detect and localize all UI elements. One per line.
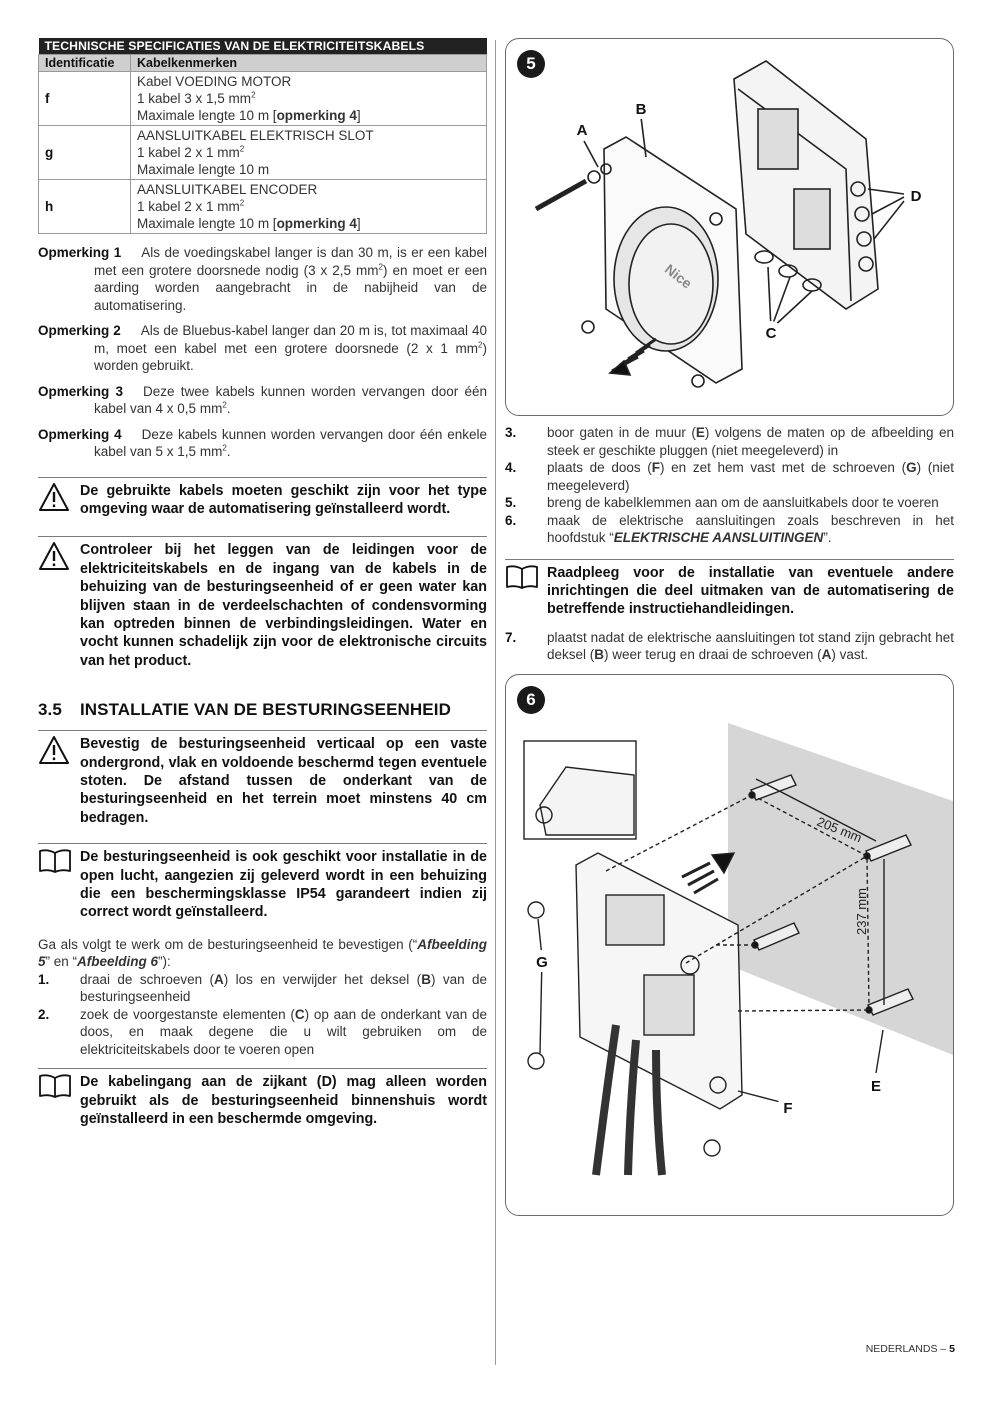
info-block — [505, 559, 954, 619]
book-icon — [38, 1073, 80, 1128]
note-3: Opmerking 3 Deze twee kabels kunnen worden vervangen door één kabel van 4 x 0,5 $mm^2$. — [38, 383, 487, 416]
warning-block — [38, 536, 487, 670]
row-specs — [131, 72, 487, 126]
steps-list — [505, 424, 954, 547]
spec-line: Maximale lengte 10 m — [137, 162, 270, 177]
info-text: Raadpleeg voor de installatie van eventuele andere inrichtingen die deel uitmaken van de automatisering de betreffende instructiehandleidingen. — [547, 564, 954, 618]
note-2: Opmerking 2 Als de Bluebus-kabel langer dan 20 m is, tot maximaal 40 m, moet een kabel met een grotere doorsnede (2 x 1 $mm^2$) worden gebruikt. — [38, 323, 487, 373]
figure-6-illustration — [506, 675, 953, 1215]
steps-list — [505, 629, 954, 664]
column-divider — [495, 40, 496, 1365]
list-item: 1. draai de schroeven (A) los en verwijder het deksel (B) van de besturingseenheid — [38, 971, 488, 1005]
intro-paragraph: Ga als volgt te werk om de besturingseenheid te bevestigen (“Afbeelding 5” en “Afbeelding 6”): — [38, 936, 487, 970]
row-id: h — [39, 180, 131, 234]
label-f: F — [783, 1099, 793, 1117]
dimension-vertical: 237 mm — [854, 887, 869, 935]
spec-line: 1 kabel 3 x 1,5 $mm^2$ — [137, 90, 256, 106]
table-row — [39, 180, 487, 234]
list-item: 3. boor gaten in de muur (E) volgens de maten op de afbeelding en steek er geschikte pluggen (niet meegeleverd) in — [505, 425, 954, 458]
figure-number: 5 — [517, 50, 545, 78]
dimension-horizontal: 205 mm — [814, 813, 865, 846]
warning-block — [38, 477, 487, 519]
list-item: 4. plaats de doos (F) en zet hem vast met de schroeven (G) (niet meegeleverd) — [505, 460, 954, 493]
cable-spec-table — [38, 38, 487, 234]
info-block — [38, 1068, 487, 1128]
label-a: A — [576, 122, 588, 139]
warning-text: Controleer bij het leggen van de leidingen voor de elektriciteitskabels en de ingang van de kabels in de behuizing van de besturingseenheid of er geen water kan blijven staan in de verdeelschachten of condensvorming kan optreden binnen de verbindingsleidingen. Water en vocht kunnen schadelijk zijn voor de elektronische circuits van het product. — [80, 542, 487, 669]
row-specs — [131, 180, 487, 234]
spec-line: Maximale lengte 10 m [opmerking 4] — [137, 108, 361, 123]
warning-icon — [38, 541, 80, 670]
label-e: E — [870, 1077, 882, 1095]
row-specs — [131, 126, 487, 180]
warning-text: Bevestig de besturingseenheid verticaal op een vaste ondergrond, vlak en voldoende beschermd tegen eventuele stoten. De afstand tussen de onderkant van de besturingseenheid en het terrein moet minstens 40 cm bedragen. — [80, 736, 487, 826]
figure-6 — [505, 674, 954, 1216]
list-item: 2. zoek de voorgestanste elementen (C) op aan de onderkant van de doos, en maak degene die u wilt gebruiken om de elektriciteitskabels door te voeren open — [38, 1006, 487, 1057]
info-text: De kabelingang aan de zijkant (D) mag alleen worden gebruikt als de besturingseenheid binnenshuis wordt geïnstalleerd in een beschermde omgeving. — [80, 1074, 487, 1128]
spec-line: 1 kabel 2 x 1 $mm^2$ — [137, 144, 245, 160]
label-b: B — [635, 101, 647, 118]
spec-line: AANSLUITKABEL ELEKTRISCH SLOT — [137, 128, 374, 143]
table-row — [39, 126, 487, 180]
info-text: De besturingseenheid is ook geschikt voor installatie in de open lucht, aangezien zij geleverd wordt in een behuizing die een beschermingsklasse IP54 garandeert indien zij correct wordt geïnstalleerd. — [80, 849, 487, 921]
list-item: 7. plaatst nadat de elektrische aansluitingen tot stand zijn gebracht het deksel (B) weer terug en draai de schroeven (A) vast. — [505, 629, 954, 663]
note-1: Opmerking 1 Als de voedingskabel langer is dan 30 m, is er een kabel met een grotere doorsnede nodig (3 x 2,5 $mm^2$) en moet er een aarding worden aangebracht in de nabijheid van de automatisering. — [38, 245, 487, 313]
label-c: C — [765, 325, 777, 342]
warning-block — [38, 730, 487, 827]
info-block — [38, 843, 487, 922]
table-title: TECHNISCHE SPECIFICATIES VAN DE ELEKTRICITEITSKABELS — [39, 38, 487, 55]
label-g: G — [536, 953, 548, 971]
page-footer: NEDERLANDS – 5 — [865, 1343, 955, 1355]
steps-list — [38, 971, 487, 1059]
warning-icon — [38, 482, 80, 519]
figure-number: 6 — [517, 686, 545, 714]
warning-icon — [38, 735, 80, 827]
col-header-specs: Kabelkenmerken — [131, 55, 487, 72]
brand-text: Nice — [661, 260, 696, 292]
spec-line: Kabel VOEDING MOTOR — [137, 74, 292, 89]
row-id: f — [39, 72, 131, 126]
list-item: 6. maak de elektrische aansluitingen zoals beschreven in het hoofdstuk “ELEKTRISCHE AANSLUITINGEN”. — [505, 512, 954, 545]
right-column — [505, 38, 954, 1216]
note-4: Opmerking 4 Deze kabels kunnen worden vervangen door één enkele kabel van 5 x 1,5 $mm^2$. — [38, 426, 487, 459]
table-row — [39, 72, 487, 126]
spec-line: 1 kabel 2 x 1 $mm^2$ — [137, 198, 245, 214]
row-id: g — [39, 126, 131, 180]
section-heading: 3.5 INSTALLATIE VAN DE BESTURINGSEENHEID — [38, 700, 451, 720]
book-icon — [505, 564, 547, 619]
figure-5-illustration — [506, 39, 953, 415]
label-d: D — [910, 188, 922, 205]
list-item: 5. breng de kabelklemmen aan om de aansluitkabels door te voeren — [505, 495, 939, 510]
book-icon — [38, 848, 80, 922]
figure-5 — [505, 38, 954, 416]
left-column — [38, 38, 487, 1129]
warning-text: De gebruikte kabels moeten geschikt zijn voor het type omgeving waar de automatisering geïnstalleerd wordt. — [80, 482, 487, 517]
spec-line: AANSLUITKABEL ENCODER — [137, 182, 318, 197]
spec-line: Maximale lengte 10 m [opmerking 4] — [137, 216, 361, 231]
col-header-id: Identificatie — [39, 55, 131, 72]
